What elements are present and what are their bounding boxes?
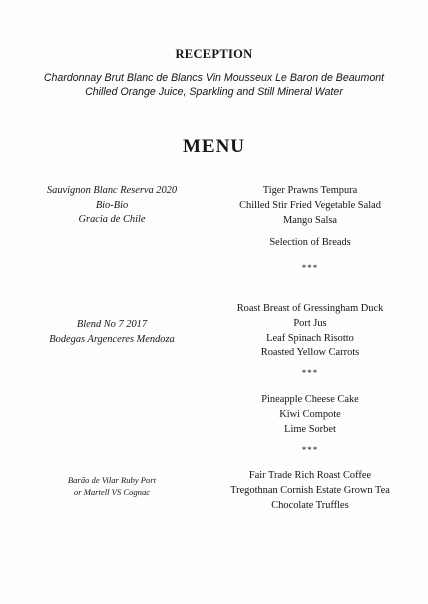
reception-title: RECEPTION	[175, 47, 253, 61]
dessert-course	[200, 393, 420, 437]
course-separator: ***	[301, 445, 319, 455]
reception-drinks-line-2: Chilled Orange Juice, Sparkling and Still Mineral Water	[85, 86, 343, 98]
wine-line: Gracia de Chile	[78, 214, 146, 225]
wine-pairing-main	[22, 318, 202, 347]
main-course	[200, 302, 420, 361]
menu-title: MENU	[182, 136, 246, 157]
wine-line: Sauvignon Blanc Reserva 2020	[46, 185, 178, 196]
starter-course	[200, 184, 420, 228]
course-separator: ***	[301, 368, 319, 378]
dish-line: Fair Trade Rich Roast Coffee	[248, 470, 372, 481]
dish-line: Pineapple Cheese Cake	[261, 394, 359, 405]
wine-line: Barão de Vilar Ruby Port	[67, 475, 157, 485]
dish-line: Selection of Breads	[269, 237, 351, 248]
wine-line: Blend No 7 2017	[76, 319, 148, 330]
wine-line: or Martell VS Cognac	[73, 487, 151, 497]
wine-line: Bio-Bio	[95, 199, 129, 211]
dish-line: Leaf Spinach Risotto	[266, 332, 354, 344]
dish-line: Mango Salsa	[283, 214, 337, 226]
dish-line: Tregothnan Cornish Estate Grown Tea	[230, 484, 390, 496]
dish-line: Roast Breast of Gressingham Duck	[236, 303, 384, 314]
bread-course	[200, 236, 420, 251]
wine-line: Bodegas Argenceres Mendoza	[49, 333, 175, 345]
dish-line: Kiwi Compote	[279, 408, 341, 420]
dish-line: Chilled Stir Fried Vegetable Salad	[239, 199, 381, 211]
course-separator: ***	[301, 263, 319, 273]
dish-line: Chocolate Truffles	[271, 499, 349, 511]
wine-pairing-starter	[22, 184, 202, 228]
dish-line: Lime Sorbet	[284, 423, 336, 435]
wine-pairing-coffee	[22, 474, 202, 498]
dish-line: Roasted Yellow Carrots	[260, 347, 360, 359]
reception-drinks-line-1: Chardonnay Brut Blanc de Blancs Vin Mousseux Le Baron de Beaumont	[43, 72, 385, 84]
dish-line: Port Jus	[293, 317, 327, 329]
dish-line: Tiger Prawns Tempura	[262, 185, 358, 196]
coffee-course	[200, 469, 420, 513]
